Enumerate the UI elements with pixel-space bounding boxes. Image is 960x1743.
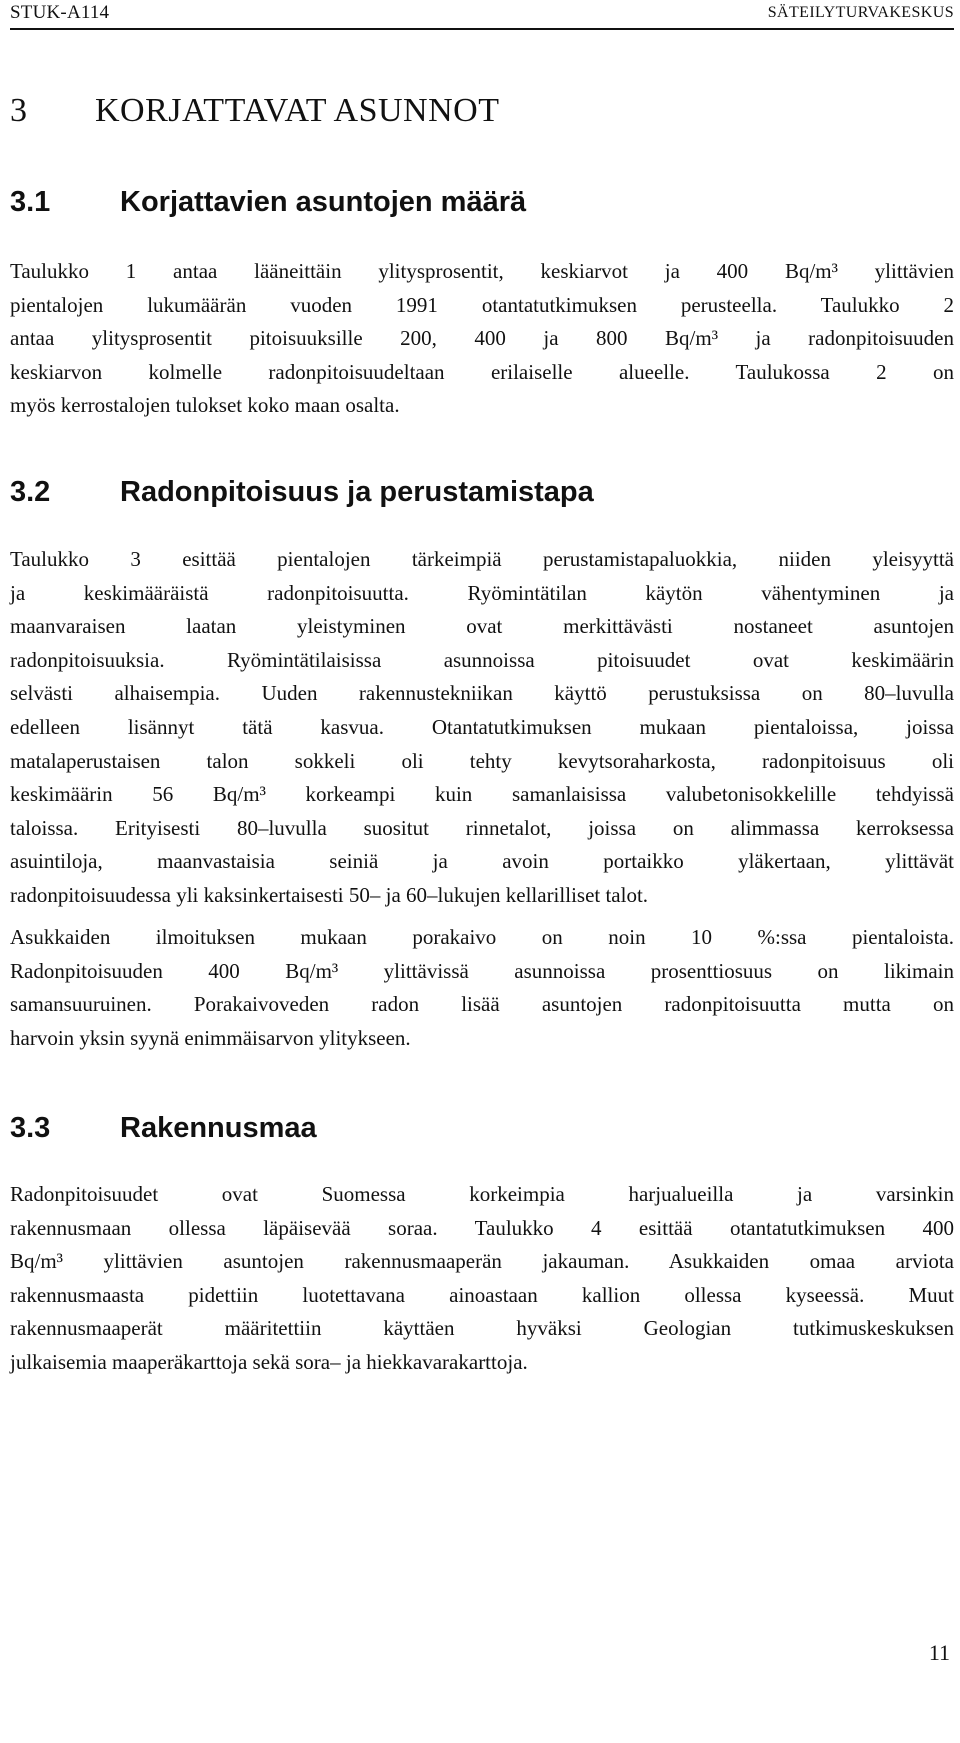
text-line: Taulukko 1 antaa lääneittäin ylitysprosentit, keskiarvot ja 400 Bq/m³ ylittävien	[10, 259, 954, 283]
text-line: selvästi alhaisempia. Uuden rakennustekniikan käyttö perustuksissa on 80–luvulla	[10, 681, 954, 706]
text-line: antaa ylitysprosentit pitoisuuksille 200, 400 ja 800 Bq/m³ ja radonpitoisuuden	[10, 326, 954, 351]
text-line: Taulukko 3 esittää pientalojen tärkeimpiä perustamistapaluokkia, niiden yleisyyttä	[10, 547, 954, 571]
text-line: keskiarvon kolmelle radonpitoisuudeltaan erilaiselle alueelle. Taulukossa 2 on	[10, 359, 954, 384]
text-line: matalaperustaisen talon sokkeli oli tehty kevytsoraharkosta, radonpitoisuus oli	[10, 748, 954, 773]
paragraph	[10, 921, 954, 1055]
paragraph	[10, 1178, 954, 1380]
section-number: 3.2	[10, 476, 51, 508]
section-title: Radonpitoisuus ja perustamistapa	[120, 476, 594, 508]
text-line: maanvaraisen laatan yleistyminen ovat merkittävästi nostaneet asuntojen	[10, 614, 954, 639]
section-title: Rakennusmaa	[120, 1112, 317, 1144]
page-number: 11	[928, 1640, 950, 1665]
text-line: edelleen lisännyt tätä kasvua. Otantatutkimuksen mukaan pientaloissa, joissa	[10, 714, 954, 739]
text-line: radonpitoisuudessa yli kaksinkertaisesti 50– ja 60–lukujen kellarilliset talot.	[10, 882, 649, 907]
text-line: keskimäärin 56 Bq/m³ korkeampi kuin samanlaisissa valubetonisokkelille tehdyissä	[10, 782, 954, 807]
section-number: 3.1	[10, 186, 51, 218]
section-number: 3.3	[10, 1112, 51, 1144]
chapter-title	[10, 92, 499, 130]
section-heading	[10, 1112, 317, 1145]
text-line: rakennusmaan ollessa läpäisevää soraa. Taulukko 4 esittää otantatutkimuksen 400	[10, 1215, 954, 1240]
text-line: rakennusmaasta pidettiin luotettavana ainoastaan kallion ollessa kyseessä. Muut	[10, 1282, 954, 1307]
text-line: harvoin yksin syynä enimmäisarvon ylitykseen.	[10, 1025, 411, 1050]
section-title: Korjattavien asuntojen määrä	[120, 186, 527, 218]
running-header	[10, 0, 954, 30]
text-line: samansuuruinen. Porakaivoveden radon lisää asuntojen radonpitoisuutta mutta on	[10, 992, 954, 1017]
text-line: taloissa. Erityisesti 80–luvulla suositut rinnetalot, joissa on alimmassa kerroksessa	[10, 815, 954, 840]
publisher-name: SÄTEILYTURVAKESKUS	[767, 4, 954, 21]
paragraph	[10, 255, 954, 423]
text-line: radonpitoisuuksia. Ryömintätilaisissa asunnoissa pitoisuudet ovat keskimäärin	[10, 647, 954, 672]
text-line: julkaisemia maaperäkarttoja sekä sora– ja hiekkavarakarttoja.	[10, 1349, 528, 1374]
report-code: STUK-A114	[10, 2, 110, 23]
text-line: rakennusmaaperät määritettiin käyttäen hyväksi Geologian tutkimuskeskuksen	[10, 1316, 954, 1341]
chapter-title-text: KORJATTAVAT ASUNNOT	[95, 92, 500, 129]
text-line: Asukkaiden ilmoituksen mukaan porakaivo on noin 10 %:ssa pientaloista.	[10, 925, 954, 949]
section-heading	[10, 476, 594, 509]
text-line: ja keskimääräistä radonpitoisuutta. Ryömintätilan käytön vähentyminen ja	[10, 580, 954, 605]
section-heading	[10, 186, 526, 219]
paragraph	[10, 543, 954, 913]
text-line: pientalojen lukumäärän vuoden 1991 otantatutkimuksen perusteella. Taulukko 2	[10, 292, 954, 317]
text-line: Bq/m³ ylittävien asuntojen rakennusmaaperän jakauman. Asukkaiden omaa arviota	[10, 1249, 954, 1274]
text-line: Radonpitoisuudet ovat Suomessa korkeimpia harjualueilla ja varsinkin	[10, 1182, 954, 1206]
text-line: asuintiloja, maanvastaisia seiniä ja avoin portaikko yläkertaan, ylittävät	[10, 849, 954, 874]
text-line: myös kerrostalojen tulokset koko maan osalta.	[10, 393, 400, 418]
text-line: Radonpitoisuuden 400 Bq/m³ ylittävissä asunnoissa prosenttiosuus on likimain	[10, 958, 954, 983]
chapter-number: 3	[10, 92, 28, 129]
